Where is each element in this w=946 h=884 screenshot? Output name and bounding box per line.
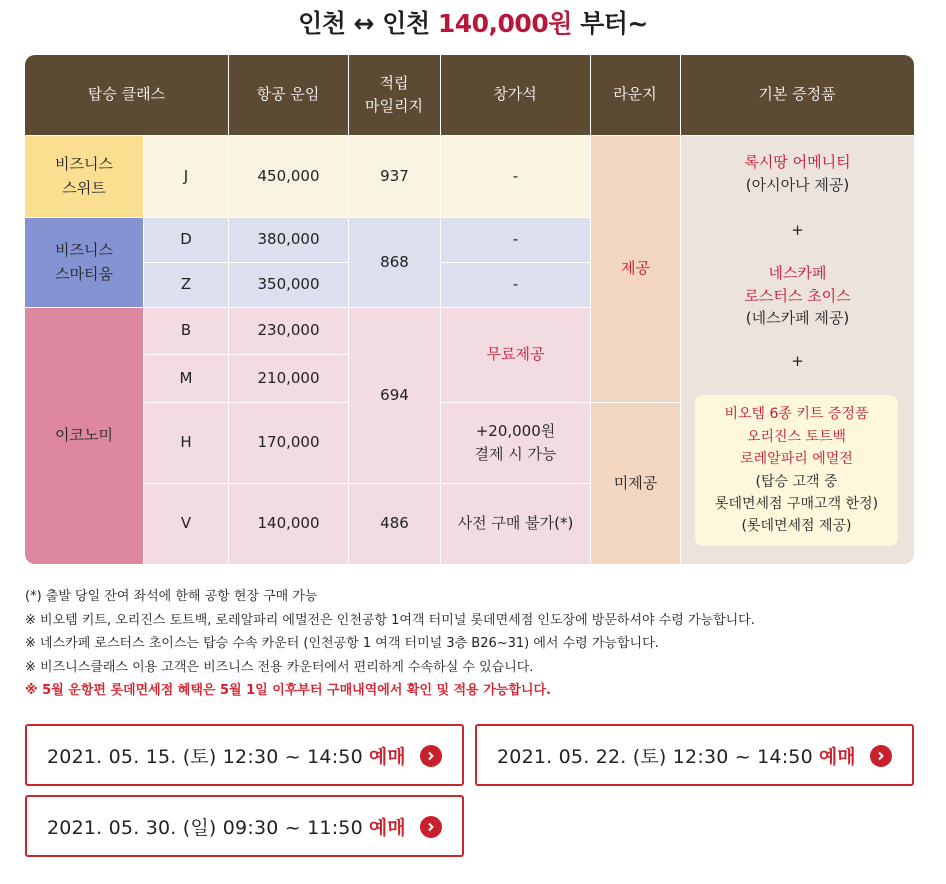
header-lounge: 라운지 [590,55,680,135]
code-cell: V [144,484,228,564]
fare-cell: 140,000 [229,484,348,564]
booking-button-0522[interactable] [475,724,914,786]
booking-date: 2021. 05. 22. (토) 12:30 ~ 14:50 [497,745,813,768]
window-unavailable: 사전 구매 불가(*) [441,484,590,564]
window-paid: +20,000원 결제 시 가능 [441,403,590,483]
booking-button-0530[interactable] [25,795,464,857]
class-business-suite: 비즈니스 스위트 [25,136,143,217]
booking-label: 예매 [368,816,406,839]
note-line: (*) 출발 당일 잔여 좌석에 한해 공항 현장 구매 가능 [25,589,318,604]
fare-cell: 170,000 [229,403,348,483]
code-cell: Z [144,263,228,307]
miles-cell: 486 [349,484,440,564]
booking-label: 예매 [368,745,406,768]
header-fare: 항공 운임 [228,55,348,135]
lounge-provided: 제공 [591,136,680,402]
code-cell: B [144,308,228,354]
chevron-right-icon [420,745,442,767]
fare-cell: 380,000 [229,218,348,262]
window-cell: - [441,263,590,307]
code-cell: M [144,355,228,402]
chevron-right-icon [870,745,892,767]
miles-cell: 868 [349,218,440,307]
header-miles: 적립 마일리지 [348,55,440,135]
window-free: 무료제공 [441,308,590,402]
page-title [0,4,946,40]
class-economy: 이코노미 [25,308,143,564]
booking-button-0515[interactable] [25,724,464,786]
fare-table [25,55,914,564]
code-cell: H [144,403,228,483]
window-cell: - [441,218,590,262]
note-line: ※ 비즈니스클래스 이용 고객은 비즈니스 전용 카운터에서 편리하게 수속하실 수 있습니다. [25,659,534,675]
notes [25,585,755,703]
booking-date: 2021. 05. 30. (일) 09:30 ~ 11:50 [47,816,363,839]
code-cell: D [144,218,228,262]
window-cell: - [441,136,590,217]
lotte-gift-box [695,395,898,546]
gift-lotte-items: 비오템 6종 키트 증정품 오리진스 토트백 로레알파리 에멀전 [724,406,869,468]
miles-cell: 937 [349,136,440,217]
plus-sign: + [791,352,804,371]
price-text: 140,000원 [437,9,572,38]
header-gifts: 기본 증정품 [680,55,914,135]
booking-date: 2021. 05. 15. (토) 12:30 ~ 14:50 [47,745,363,768]
price-suffix: 부터~ [580,9,648,38]
fare-cell: 210,000 [229,355,348,402]
class-business-smartium: 비즈니스 스마티움 [25,218,143,307]
route-text: 인천 ↔ 인천 [298,9,430,38]
gift-loccitane-note: (아시아나 제공) [745,176,850,195]
fare-cell: 350,000 [229,263,348,307]
gift-loccitane: 록시땅 어메니티 [744,153,851,172]
header-class: 탑승 클래스 [25,55,228,135]
lounge-not-provided: 미제공 [591,403,680,564]
plus-sign: + [791,221,804,240]
miles-cell: 694 [349,308,440,483]
fare-cell: 450,000 [229,136,348,217]
warning-note: ※ 5월 운항편 롯데면세점 혜택은 5월 1일 이후부터 구매내역에서 확인 및 적용 가능합니다. [25,683,551,698]
gift-nescafe: 네스카페 로스터스 초이스 [744,263,851,305]
chevron-right-icon [420,816,442,838]
code-cell: J [144,136,228,217]
note-line: ※ 비오템 키트, 오리진스 토트백, 로레알파리 에멀전은 인천공항 1여객 터미널 롯데면세점 인도장에 방문하셔야 수령 가능합니다. [25,612,755,628]
gift-lotte-note: (탑승 고객 중 롯데면세점 구매고객 한정) (롯데면세점 제공) [714,473,879,535]
gift-nescafe-note: (네스카페 제공) [745,309,850,328]
note-line: ※ 네스카페 로스터스 초이스는 탑승 수속 카운터 (인천공항 1 여객 터미널 3층 B26~31) 에서 수령 가능합니다. [25,636,659,651]
fare-cell: 230,000 [229,308,348,354]
booking-label: 예매 [818,745,856,768]
header-window: 창가석 [440,55,590,135]
